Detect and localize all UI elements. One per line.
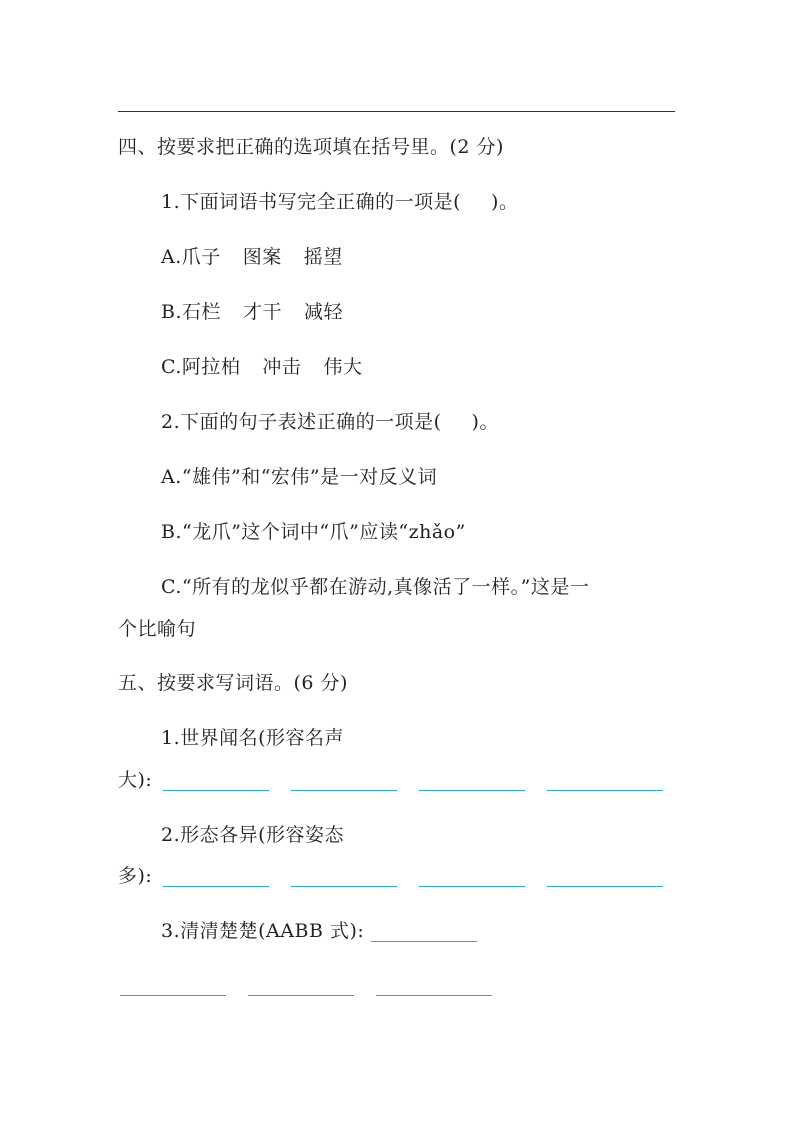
- option-word: 减轻: [304, 301, 344, 323]
- answer-blank-5-2-2[interactable]: [291, 886, 397, 887]
- answer-blank-5-1-4[interactable]: [547, 790, 663, 791]
- question-5-1-line1: 1.世界闻名(形容名声: [161, 727, 345, 749]
- answer-blank-5-3-2[interactable]: [120, 995, 226, 996]
- answer-blank-5-2-3[interactable]: [419, 886, 525, 887]
- section-4-title: 四、按要求把正确的选项填在括号里。(2 分): [118, 136, 504, 158]
- option-4-1-c: [161, 354, 362, 380]
- answer-blank-5-3-1[interactable]: [371, 941, 477, 942]
- question-5-2-line2: 多):: [118, 865, 153, 887]
- answer-blank-5-2-4[interactable]: [547, 886, 663, 887]
- option-letter: C.: [161, 356, 182, 378]
- header-rule: [118, 111, 675, 112]
- option-word: 才干: [243, 301, 283, 323]
- option-word: 图案: [242, 246, 282, 268]
- option-word: 伟大: [323, 356, 363, 378]
- question-5-2-line1: 2.形态各异(形容姿态: [161, 824, 345, 846]
- section-5-title: 五、按要求写词语。(6 分): [118, 672, 348, 694]
- answer-blank-5-1-2[interactable]: [291, 790, 397, 791]
- option-4-1-b: [161, 299, 343, 325]
- question-4-2-stem: [161, 409, 499, 435]
- answer-blank-5-1-1[interactable]: [163, 790, 269, 791]
- option-letter: B.: [161, 301, 183, 323]
- question-4-2-stem-after: )。: [471, 411, 499, 433]
- option-word: 阿拉柏: [181, 356, 241, 378]
- question-4-1-stem-after: )。: [491, 191, 519, 213]
- question-4-1-stem: [161, 189, 518, 215]
- question-5-1-line2: 大):: [118, 769, 153, 791]
- question-4-2-stem-before: 2.下面的句子表述正确的一项是(: [161, 411, 442, 433]
- question-5-3-line1: 3.清清楚楚(AABB 式):: [161, 920, 365, 942]
- answer-blank-5-3-3[interactable]: [248, 995, 354, 996]
- option-4-2-b: B.“龙爪”这个词中“爪”应读“zhǎo”: [161, 521, 466, 543]
- option-word: 爪子: [181, 246, 221, 268]
- answer-blank-5-3-4[interactable]: [376, 995, 492, 996]
- option-4-2-c-line2: 个比喻句: [118, 618, 197, 640]
- question-4-1-stem-before: 1.下面词语书写完全正确的一项是(: [161, 191, 462, 213]
- option-4-1-a: [161, 244, 343, 270]
- answer-blank-5-2-1[interactable]: [163, 886, 269, 887]
- answer-blank-5-1-3[interactable]: [419, 790, 525, 791]
- option-4-2-a: A.“雄伟”和“宏伟”是一对反义词: [161, 466, 438, 488]
- option-4-2-c-line1: C.“所有的龙似乎都在游动,真像活了一样。”这是一: [161, 576, 590, 598]
- option-word: 石栏: [182, 301, 222, 323]
- option-letter: A.: [161, 246, 182, 268]
- option-word: 冲击: [262, 356, 302, 378]
- option-word: 摇望: [303, 246, 343, 268]
